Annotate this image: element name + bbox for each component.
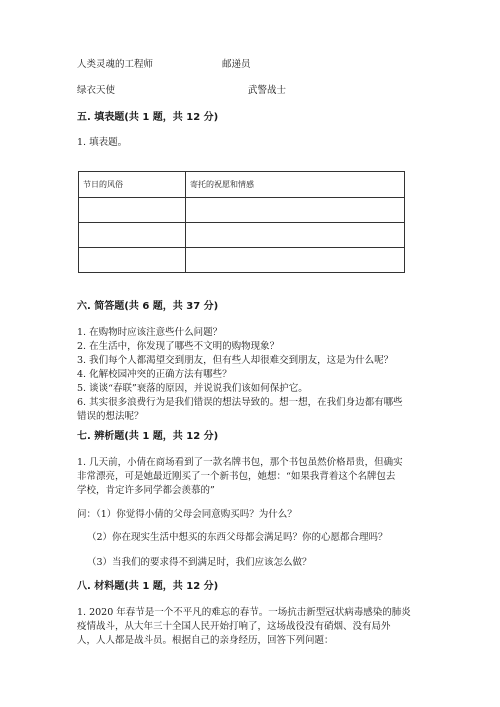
short-answer-line: 3. 我们每个人都渴望交到朋友，但有些人却很难交到朋友，这是为什么呢？ — [77, 355, 394, 366]
fill-in-table — [78, 171, 405, 273]
table-header-row — [79, 172, 405, 198]
passage-line: 人，人人都是战斗员。根据自己的亲身经历，回答下列问题： — [77, 635, 334, 646]
match-item-left-2: 绿衣天使 — [77, 85, 116, 96]
table-row — [79, 223, 405, 248]
section-5-question: 1. 填表题。 — [77, 137, 128, 148]
table-cell[interactable] — [79, 248, 186, 273]
short-answer-line: 2. 在生活中，你发现了哪些不文明的购物现象？ — [77, 341, 280, 352]
discussion-question: （2）你在现实生活中想买的东西父母都会满足吗？你的心愿都合理吗？ — [87, 532, 388, 543]
section-6-heading: 六. 简答题(共 6 题，共 37 分) — [77, 301, 219, 312]
passage-line: 1. 几天前，小倩在商场看到了一款名牌书包，那个书包虽然价格昂贵，但确实 — [77, 457, 403, 468]
table-cell[interactable] — [186, 248, 405, 273]
table-header-cell: 节日的风俗 — [79, 172, 186, 198]
table-cell[interactable] — [186, 223, 405, 248]
passage-line: 疫情战斗，从大年三十全国人民开始打响了，这场战役没有硝烟、没有局外 — [77, 621, 391, 632]
passage-line: 非常漂亮，可是她最近刚买了一个新书包，她想：“如果我背着这个名牌包去 — [77, 471, 396, 482]
short-answer-line: 错误的想法呢？ — [77, 411, 144, 422]
match-item-right-2: 武警战士 — [248, 85, 287, 96]
table-row — [79, 248, 405, 273]
table-header-cell: 寄托的祝愿和情感 — [186, 172, 405, 198]
short-answer-line: 1. 在购物时应该注意些什么问题？ — [77, 327, 223, 338]
table-cell[interactable] — [79, 198, 186, 223]
table-cell[interactable] — [79, 223, 186, 248]
section-5-heading: 五. 填表题(共 1 题，共 12 分) — [77, 112, 219, 123]
section-7-heading: 七. 辨析题(共 1 题，共 12 分) — [77, 431, 219, 442]
section-8-heading: 八. 材料题(共 1 题，共 12 分) — [77, 581, 219, 592]
table-cell[interactable] — [186, 198, 405, 223]
match-item-right-1: 邮递员 — [222, 59, 251, 70]
match-item-left-1: 人类灵魂的工程师 — [77, 59, 154, 70]
discussion-question: （3）当我们的要求得不到满足时，我们应该怎么做？ — [87, 557, 312, 568]
passage-line: 1. 2020 年春节是一个不平凡的难忘的春节。一场抗击新型冠状病毒感染的肺炎 — [77, 607, 411, 618]
short-answer-line: 4. 化解校园冲突的正确方法有哪些？ — [77, 369, 232, 380]
table-row — [79, 198, 405, 223]
short-answer-line: 6. 其实很多浪费行为是我们错误的想法导致的。想一想，在我们身边都有哪些 — [77, 397, 403, 408]
discussion-question: 问：（1）你觉得小倩的父母会同意购买吗？为什么？ — [77, 509, 297, 520]
passage-line: 学校，肯定许多同学都会羡慕的” — [77, 485, 215, 496]
short-answer-line: 5. 谈谈“春联”衰落的原因，并说说我们该如何保护它。 — [77, 383, 308, 394]
